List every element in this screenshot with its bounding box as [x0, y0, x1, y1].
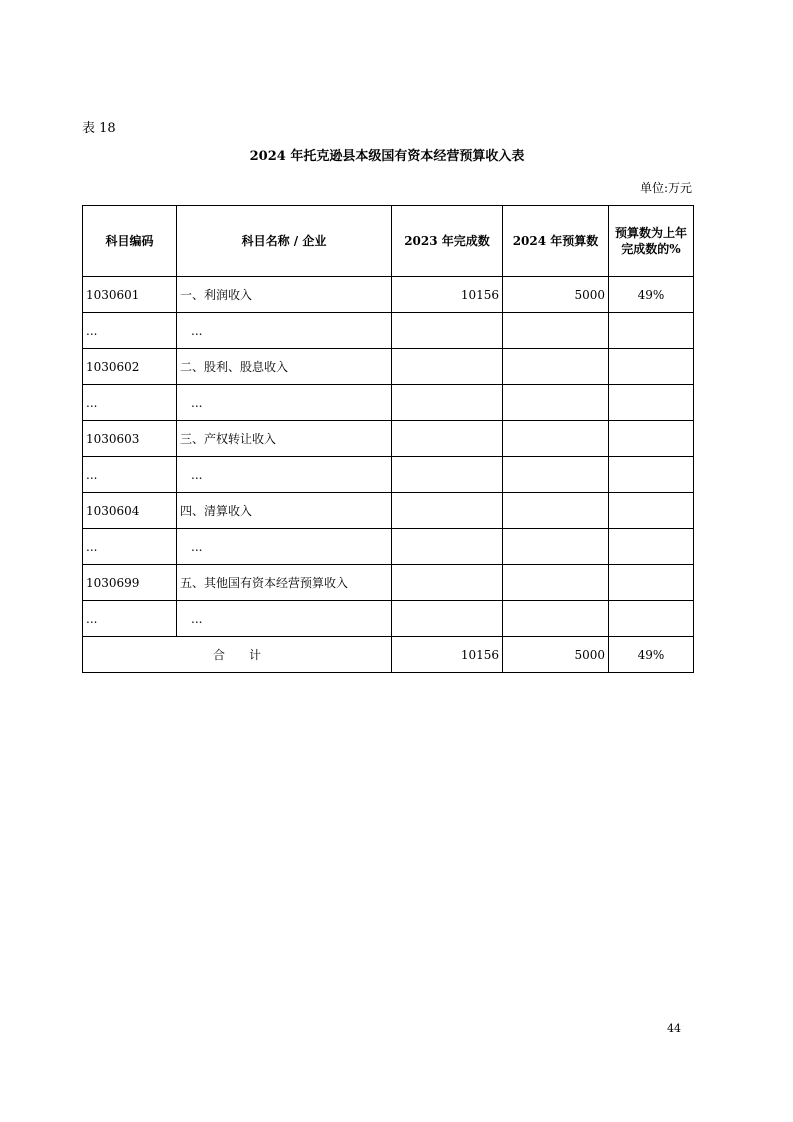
header-budget-2024: 2024 年预算数 [503, 206, 609, 277]
total-label: 合 计 [83, 637, 392, 673]
cell-name: 二、股利、股息收入 [177, 349, 392, 385]
cell-code: 1030603 [83, 421, 177, 457]
cell-code: 1030601 [83, 277, 177, 313]
table-label: 表 18 [82, 121, 116, 136]
cell-ratio [609, 349, 694, 385]
cell-ratio [609, 529, 694, 565]
cell-name: ... [177, 313, 392, 349]
cell-name: ... [177, 385, 392, 421]
cell-completed-2023 [392, 349, 503, 385]
header-code: 科目编码 [83, 206, 177, 277]
cell-code: ... [83, 457, 177, 493]
cell-completed-2023 [392, 421, 503, 457]
unit-label: 单位:万元 [639, 181, 692, 195]
total-ratio: 49% [609, 637, 694, 673]
cell-name: 一、利润收入 [177, 277, 392, 313]
cell-name: ... [177, 601, 392, 637]
cell-budget-2024 [503, 565, 609, 601]
cell-code: 1030604 [83, 493, 177, 529]
cell-ratio [609, 493, 694, 529]
table-row [83, 457, 694, 493]
cell-completed-2023 [392, 529, 503, 565]
header-row [83, 206, 694, 277]
cell-budget-2024 [503, 349, 609, 385]
cell-budget-2024 [503, 601, 609, 637]
cell-completed-2023 [392, 385, 503, 421]
cell-ratio: 49% [609, 277, 694, 313]
cell-name: 四、清算收入 [177, 493, 392, 529]
cell-completed-2023: 10156 [392, 277, 503, 313]
table-row [83, 565, 694, 601]
cell-budget-2024 [503, 529, 609, 565]
total-completed-2023: 10156 [392, 637, 503, 673]
table-row [83, 493, 694, 529]
cell-name: ... [177, 529, 392, 565]
header-ratio: 预算数为上年完成数的% [609, 206, 694, 277]
table-row [83, 277, 694, 313]
cell-budget-2024 [503, 457, 609, 493]
cell-ratio [609, 565, 694, 601]
cell-completed-2023 [392, 493, 503, 529]
cell-completed-2023 [392, 601, 503, 637]
cell-budget-2024 [503, 493, 609, 529]
cell-budget-2024 [503, 313, 609, 349]
cell-name: 五、其他国有资本经营预算收入 [177, 565, 392, 601]
cell-budget-2024: 5000 [503, 277, 609, 313]
cell-code: ... [83, 385, 177, 421]
cell-code: 1030699 [83, 565, 177, 601]
page-number: 44 [667, 1022, 681, 1035]
cell-name: ... [177, 457, 392, 493]
cell-completed-2023 [392, 457, 503, 493]
table-row [83, 421, 694, 457]
cell-ratio [609, 385, 694, 421]
total-row [83, 637, 694, 673]
cell-ratio [609, 601, 694, 637]
cell-budget-2024 [503, 385, 609, 421]
cell-ratio [609, 421, 694, 457]
header-name: 科目名称 / 企业 [177, 206, 392, 277]
cell-completed-2023 [392, 565, 503, 601]
cell-budget-2024 [503, 421, 609, 457]
table-row [83, 385, 694, 421]
header-completed-2023: 2023 年完成数 [392, 206, 503, 277]
cell-code: ... [83, 313, 177, 349]
table-row [83, 529, 694, 565]
document-title: 2024 年托克逊县本级国有资本经营预算收入表 [249, 149, 525, 164]
cell-ratio [609, 457, 694, 493]
cell-code: 1030602 [83, 349, 177, 385]
cell-code: ... [83, 601, 177, 637]
total-budget-2024: 5000 [503, 637, 609, 673]
cell-ratio [609, 313, 694, 349]
cell-code: ... [83, 529, 177, 565]
cell-completed-2023 [392, 313, 503, 349]
budget-revenue-table [82, 205, 694, 673]
table-row [83, 349, 694, 385]
table-row [83, 601, 694, 637]
cell-name: 三、产权转让收入 [177, 421, 392, 457]
table-row [83, 313, 694, 349]
